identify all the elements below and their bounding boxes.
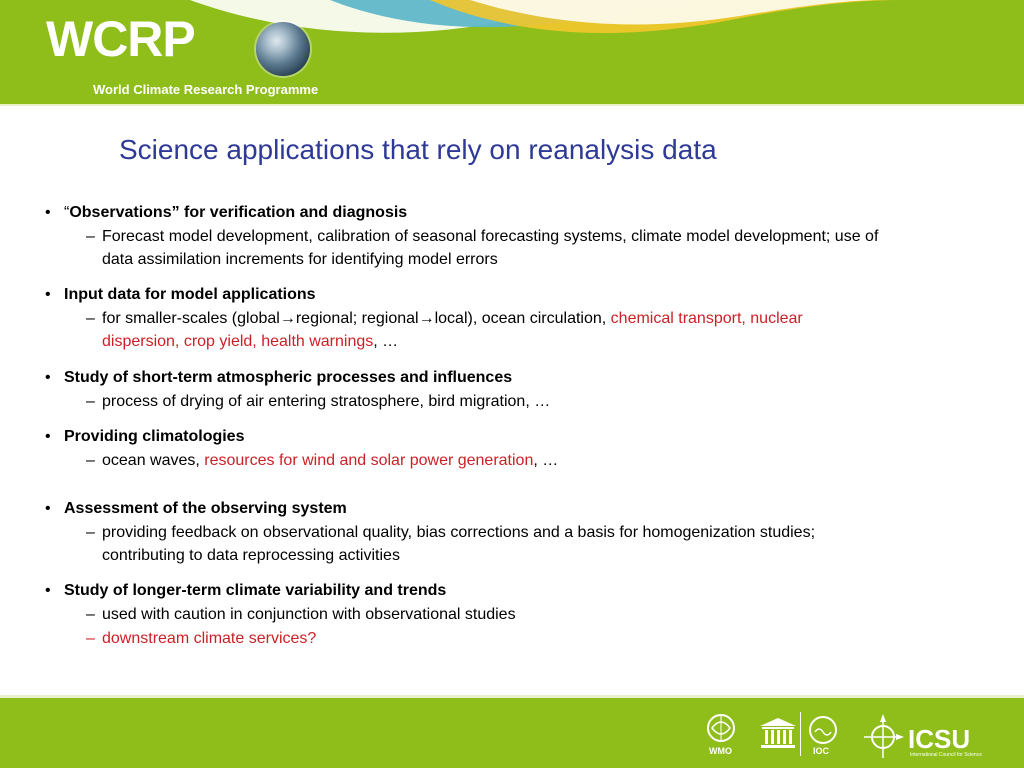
sub-item-text: process of drying of air entering stratosphere, bird migration, … — [102, 393, 551, 410]
sub-item-text: used with caution in conjunction with observational studies — [102, 606, 516, 623]
dash-icon: – — [86, 606, 95, 623]
sub-item-text: contributing to data reprocessing activities — [102, 547, 400, 564]
bullet-icon: • — [45, 500, 51, 517]
slide-title: Science applications that rely on reanalysis data — [119, 134, 717, 165]
dash-icon: – — [86, 630, 95, 647]
sub-text-red: resources for wind and solar power generation — [204, 452, 534, 469]
header-divider — [0, 104, 1024, 106]
wmo-label: WMO — [709, 746, 732, 756]
unesco-temple-icon — [758, 716, 798, 750]
bullet-icon: • — [45, 204, 51, 221]
sub-item-text: Forecast model development, calibration of seasonal forecasting systems, climate model development; use of — [102, 228, 879, 245]
dash-icon: – — [86, 228, 95, 245]
dash-icon: – — [86, 452, 95, 469]
bullet-heading: Study of longer-term climate variability and trends — [64, 582, 447, 599]
sub-item-text — [102, 452, 1002, 470]
sub-item-text — [102, 333, 1002, 351]
sub-text-black: for smaller-scales (global→regional; regional→local), ocean circulation, — [102, 310, 611, 327]
wmo-emblem-icon — [704, 712, 738, 744]
bullet-heading: Providing climatologies — [64, 428, 245, 445]
bullet-heading: Input data for model applications — [64, 286, 316, 303]
organization-subtitle: World Climate Research Programme — [93, 82, 319, 97]
dash-icon: – — [86, 310, 95, 327]
icsu-logo-text: ICSU — [908, 724, 971, 754]
sub-item-text — [102, 310, 1002, 328]
quote-mark: “ — [64, 204, 70, 221]
bullet-icon: • — [45, 582, 51, 599]
icsu-compass-icon — [860, 712, 906, 762]
wcrp-logo: WCRP — [46, 11, 195, 67]
bullet-heading — [64, 204, 407, 222]
ioc-emblem-icon — [806, 714, 840, 746]
sub-item-text: providing feedback on observational quality, bias corrections and a basis for homogenization studies; — [102, 524, 816, 541]
heading-text: Observations” for verification and diagnosis — [69, 204, 408, 221]
header-banner — [0, 0, 1024, 106]
sub-text-red: dispersion, crop yield, health warnings — [102, 333, 374, 350]
ioc-label: IOC — [813, 746, 830, 756]
bullet-heading: Assessment of the observing system — [64, 500, 347, 517]
sub-item-text: downstream climate services? — [102, 630, 317, 647]
sub-text-red: chemical transport, nuclear — [610, 310, 803, 327]
logo-separator — [800, 712, 801, 756]
sub-text-black: , … — [533, 452, 559, 469]
dash-icon: – — [86, 524, 95, 541]
bullet-icon: • — [45, 286, 51, 303]
sub-text-black: , … — [373, 333, 399, 350]
sub-text-black: ocean waves, — [102, 452, 205, 469]
icsu-subtitle: International Council for Science — [910, 752, 982, 758]
sub-item-text: data assimilation increments for identifying model errors — [102, 251, 498, 268]
bullet-icon: • — [45, 369, 51, 386]
bullet-icon: • — [45, 428, 51, 445]
dash-icon: – — [86, 393, 95, 410]
bullet-heading: Study of short-term atmospheric processes and influences — [64, 369, 513, 386]
globe-icon — [256, 22, 310, 76]
